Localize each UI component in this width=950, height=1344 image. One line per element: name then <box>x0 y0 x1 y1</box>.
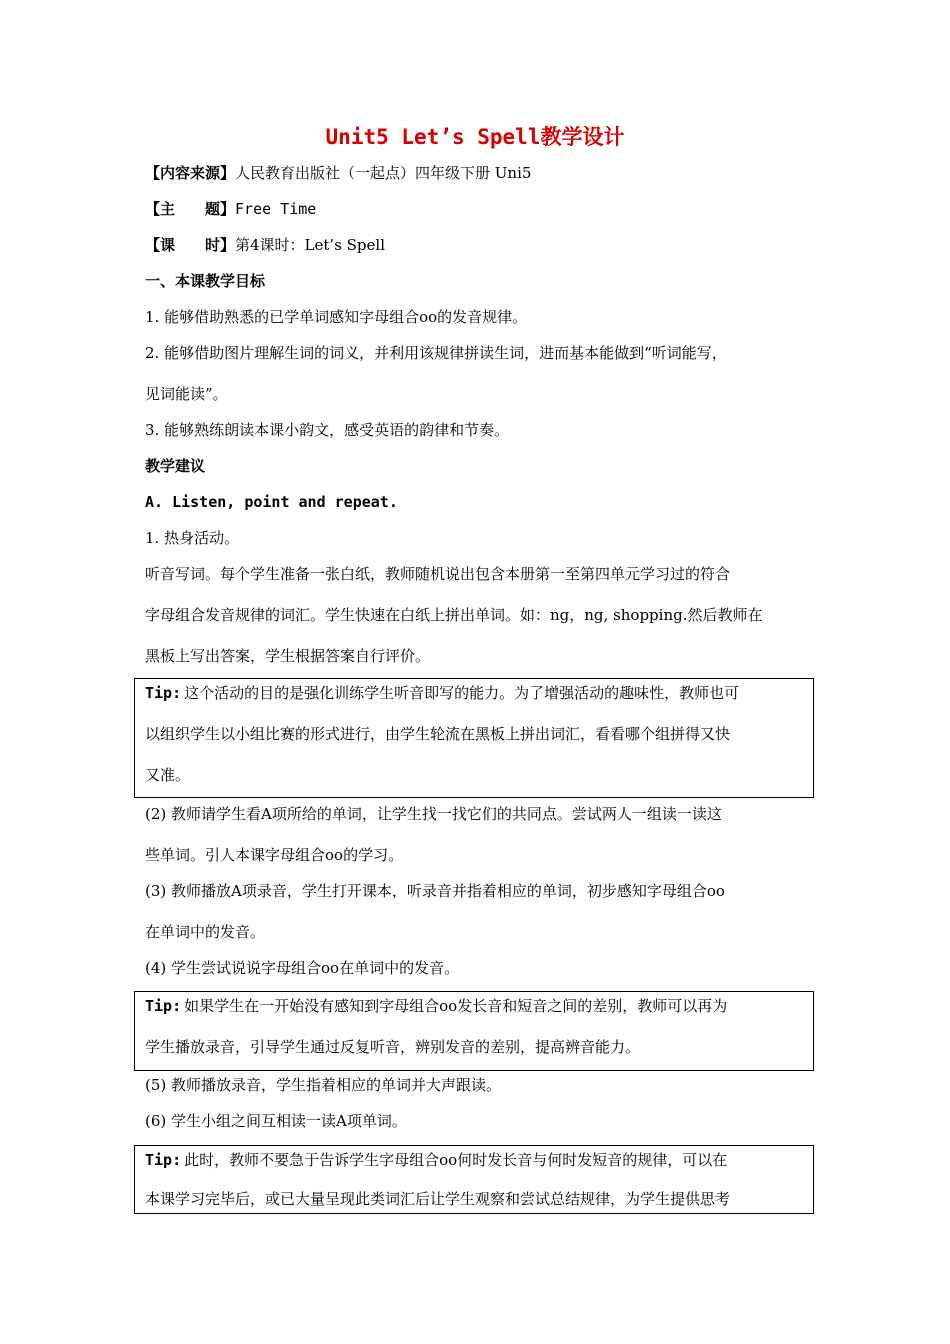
tip-3-text-1: 此时，教师不要急于告诉学生字母组合oo何时发长音与何时发短音的规律，可以在 <box>184 1151 728 1169</box>
step-3-line-2: 在单词中的发音。 <box>145 923 266 941</box>
meta-topic-label: 【主 题】 <box>145 200 236 218</box>
para1-line-3: 黑板上写出答案，学生根据答案自行评价。 <box>145 647 431 665</box>
step-5: (5) 教师播放录音，学生指着相应的单词并大声跟读。 <box>145 1076 502 1094</box>
tip-2-label: Tip: <box>145 997 182 1015</box>
meta-source-value: 人民教育出版社（一起点）四年级下册 Uni5 <box>235 164 532 182</box>
tip-box-3 <box>134 1145 814 1214</box>
document-title: Unit5 Let’s Spell教学设计 <box>325 125 625 149</box>
tip-2-text-2: 学生播放录音，引导学生通过反复听音，辨别发音的差别，提高辨音能力。 <box>145 1038 641 1056</box>
para1-line-1: 听音写词。每个学生准备一张白纸，教师随机说出包含本册第一至第四单元学习过的符合 <box>145 565 731 583</box>
meta-topic-value: Free Time <box>235 200 317 218</box>
tip-3-label: Tip: <box>145 1151 182 1169</box>
step-6: (6) 学生小组之间互相读一读A项单词。 <box>145 1112 407 1130</box>
tip-box-2 <box>134 991 814 1071</box>
subsection-a: A. Listen, point and repeat. <box>145 493 398 511</box>
goal-3: 3. 能够熟练朗读本课小韵文，感受英语的韵律和节奏。 <box>145 421 510 439</box>
goal-1: 1. 能够借助熟悉的已学单词感知字母组合oo的发音规律。 <box>145 308 528 326</box>
tip-1-line-1 <box>145 682 739 704</box>
tip-1-text-2: 以组织学生以小组比赛的形式进行，由学生轮流在黑板上拼出词汇，看看哪个组拼得又快 <box>145 725 731 743</box>
meta-source <box>145 162 531 184</box>
meta-period <box>145 234 385 256</box>
para1-line-2: 字母组合发音规律的词汇。学生快速在白纸上拼出单词。如：ng，ng, shopping.然后教师在 <box>145 606 763 624</box>
step-4: (4) 学生尝试说说字母组合oo在单词中的发音。 <box>145 959 460 977</box>
tip-3-line-1 <box>145 1149 727 1171</box>
meta-topic <box>145 198 316 220</box>
section-heading-goals: 一、本课教学目标 <box>145 272 266 290</box>
goal-2-cont: 见词能读”。 <box>145 385 228 403</box>
meta-period-label: 【课 时】 <box>145 236 236 254</box>
goal-2: 2. 能够借助图片理解生词的词义，并利用该规律拼读生词，进而基本能做到“听词能写， <box>145 344 727 362</box>
warmup-step: 1. 热身活动。 <box>145 529 240 547</box>
tip-1-label: Tip: <box>145 684 182 702</box>
tip-1-text-3: 又准。 <box>145 766 191 784</box>
tip-2-text-1: 如果学生在一开始没有感知到字母组合oo发长音和短音之间的差别，教师可以再为 <box>184 997 728 1015</box>
tip-2-line-1 <box>145 995 727 1017</box>
step-2-line-1: (2) 教师请学生看A项所给的单词，让学生找一找它们的共同点。尝试两人一组读一读这 <box>145 805 722 823</box>
section-heading-suggestions: 教学建议 <box>145 457 206 475</box>
tip-1-text-1: 这个活动的目的是强化训练学生听音即写的能力。为了增强活动的趣味性，教师也可 <box>184 684 740 702</box>
step-2-line-2: 些单词。引人本课字母组合oo的学习。 <box>145 846 404 864</box>
tip-3-text-2: 本课学习完毕后，或已大量呈现此类词汇后让学生观察和尝试总结规律，为学生提供思考 <box>145 1190 731 1208</box>
tip-box-1 <box>134 678 814 798</box>
step-3-line-1: (3) 教师播放A项录音，学生打开课本，听录音并指着相应的单词，初步感知字母组合oo <box>145 882 725 900</box>
meta-period-value: 第4课时：Let’s Spell <box>235 236 386 254</box>
meta-source-label: 【内容来源】 <box>145 164 236 182</box>
